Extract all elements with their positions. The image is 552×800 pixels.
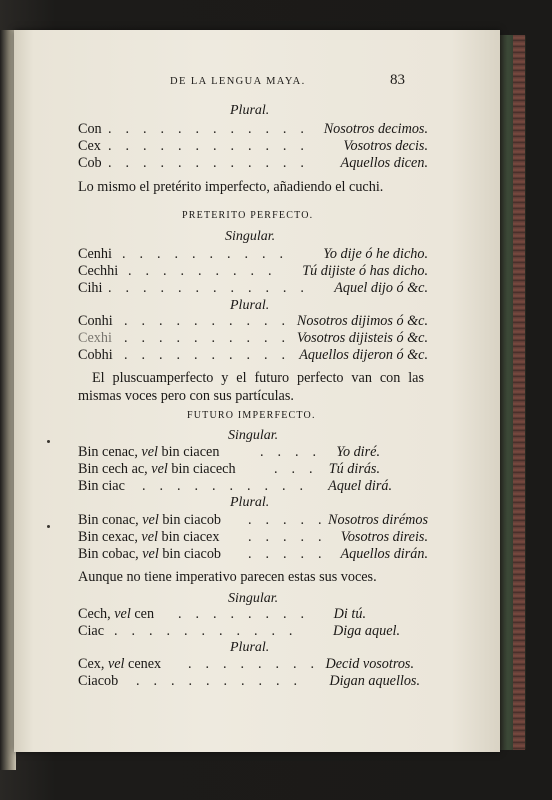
spanish-translation: Nosotros dijimos ó &c. [296,313,428,329]
conjugation-row [78,478,428,496]
conjugation-row [78,121,428,139]
conjugation-row [78,330,428,348]
leader-dots: . . . . . . . . [178,606,310,622]
conjugation-row [78,546,428,564]
spanish-translation: Nosotros decimos. [323,121,428,137]
spanish-translation: Aquellos dicen. [340,155,428,171]
running-header: DE LA LENGUA MAYA. [170,76,306,87]
conjugation-row [78,246,428,264]
maya-form: Cihi [78,280,103,296]
maya-form: Cenhi [78,246,112,262]
conjugation-row [78,512,428,530]
maya-form-a: Bin ciac [78,478,125,494]
maya-form [78,656,161,673]
spanish-translation: Vosotros dijisteis ó &c. [296,330,428,346]
maya-form-a: Ciac [78,623,104,639]
spanish-translation: Decid vosotros. [325,656,414,672]
spanish-translation: Di tú. [333,606,366,622]
maya-form [78,673,118,690]
conjugation-row [78,280,428,298]
maya-form [78,546,221,563]
paragraph-preterito-imperfecto: Lo mismo el pretérito imperfecto, añadiendo el cuchi. [78,179,384,195]
singular-heading: Singular. [228,591,279,606]
leader-dots: . . . . . . . . . . . . [108,155,310,171]
maya-form-b: bin ciacech [167,461,236,477]
maya-form-a: Cech, [78,606,115,622]
conjugation-row [78,623,428,641]
vel-word: vel [142,512,159,528]
page-number: 83 [390,72,405,88]
conjugation-row [78,138,428,156]
conjugation-row [78,656,428,674]
maya-form: Cobhi [78,347,113,363]
conjugation-row [78,313,428,331]
maya-form-a: Ciacob [78,673,119,689]
leader-dots: . . . . . . . . . . [124,313,291,329]
maya-form [78,478,125,495]
spanish-translation: Aquel dijo ó &c. [334,280,428,296]
book-cover-edge [513,35,525,750]
conjugation-row [78,529,428,547]
vel-word: vel [142,546,159,562]
maya-form [78,529,219,546]
conjugation-row [78,673,428,691]
maya-form-a: Bin cexac, [78,529,142,545]
maya-form-a: Bin cenac, [78,444,142,460]
maya-form-b: cenex [124,656,162,672]
maya-form-b: bin ciacob [158,546,222,562]
paragraph-pluscuamperfecto: El pluscuamperfecto y el futuro perfecto van con las mismas voces pero con sus partículas. [78,370,424,404]
spanish-translation: Tú dijiste ó has dicho. [302,263,428,279]
leader-dots: . . . . . . . . . . [122,246,289,262]
singular-heading: Singular. [225,229,276,244]
leader-dots: . . . . . [248,529,327,545]
leader-dots: . . . . . [248,512,327,528]
spanish-translation: Vosotros decis. [343,138,428,154]
maya-form [78,606,154,623]
maya-form-a: Cex, [78,656,108,672]
vel-word: vel [141,529,158,545]
vel-word: vel [107,656,125,672]
maya-form [78,623,104,640]
leader-dots: . . . [274,461,318,477]
leader-dots: . . . . . . . . . . . [114,623,298,639]
maya-form-b: bin ciacex [157,529,220,545]
maya-form-a: Bin conac, [78,512,143,528]
conjugation-row [78,606,428,624]
plural-heading: Plural. [230,640,270,655]
spanish-translation: Nosotros dirémos [328,512,428,528]
singular-heading: Singular. [228,428,279,443]
maya-form: Conhi [78,313,113,329]
maya-form-a: Bin cech ac, [78,461,152,477]
plural-heading: Plural. [230,298,270,313]
vel-word: vel [141,444,158,460]
conjugation-row [78,155,428,173]
maya-form: Cob [78,155,102,171]
spanish-translation: Diga aquel. [333,623,400,639]
leader-dots: . . . . . . . . . . [142,478,309,494]
maya-form [78,512,221,529]
section-title-futuro-imperfecto: FUTURO IMPERFECTO. [187,410,316,421]
spanish-translation: Yo diré. [336,444,380,460]
margin-speck [47,440,50,443]
spanish-translation: Aquellos dijeron ó &c. [299,347,428,363]
spanish-translation: Vosotros direis. [340,529,428,545]
maya-form [78,444,219,461]
leader-dots: . . . . . . . . [188,656,320,672]
paragraph-imperativo: Aunque no tiene imperativo parecen estas sus voces. [78,569,377,585]
spanish-translation: Digan aquellos. [329,673,420,689]
leader-dots: . . . . . [248,546,327,562]
spanish-translation: Aquel dirá. [328,478,392,494]
section-title-preterito-perfecto: PRETERITO PERFECTO. [182,210,314,221]
margin-speck [47,525,50,528]
spanish-translation: Tú dirás. [328,461,380,477]
maya-form-b: bin ciacob [158,512,222,528]
maya-form: Cechhi [78,263,119,279]
leader-dots: . . . . . . . . . . [124,347,291,363]
spanish-translation: Yo dije ó he dicho. [323,246,428,262]
leader-dots: . . . . . . . . . . [136,673,303,689]
maya-form: Con [78,121,102,137]
leader-dots: . . . . . . . . . . [124,330,291,346]
maya-form-b: bin ciacen [157,444,220,460]
conjugation-row [78,263,428,281]
plural-heading-1: Plural. [230,103,270,118]
leader-dots: . . . . . . . . . . . . [108,280,310,296]
leader-dots: . . . . . . . . . [128,263,277,279]
maya-form: Cexhi [78,330,112,346]
maya-form-a: Bin cobac, [78,546,143,562]
leader-dots: . . . . [260,444,322,460]
conjugation-row [78,347,428,365]
vel-word: vel [114,606,131,622]
maya-form-b: cen [130,606,155,622]
leader-dots: . . . . . . . . . . . . [108,121,310,137]
conjugation-row [78,461,428,479]
maya-form [78,461,236,478]
vel-word: vel [151,461,168,477]
maya-form: Cex [78,138,101,154]
leader-dots: . . . . . . . . . . . . [108,138,310,154]
plural-heading: Plural. [230,495,270,510]
conjugation-row [78,444,428,462]
spanish-translation: Aquellos dirán. [340,546,428,562]
